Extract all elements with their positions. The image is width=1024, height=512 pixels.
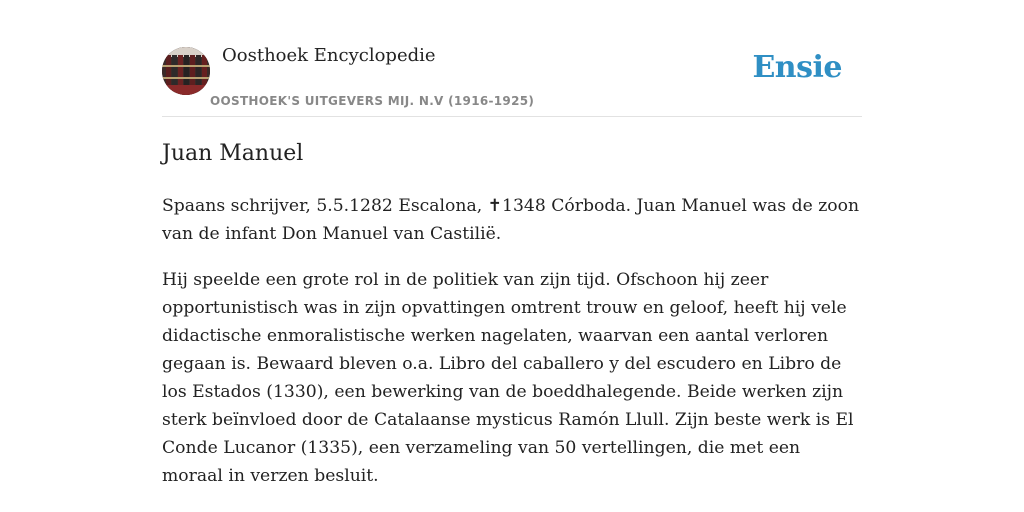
source-title[interactable]: Oosthoek Encyclopedie	[222, 45, 436, 66]
article-title: Juan Manuel	[162, 141, 304, 166]
source-subtitle: OOSTHOEK'S UITGEVERS MIJ. N.V (1916-1925)	[210, 94, 535, 108]
source-header	[162, 0, 862, 117]
article-paragraph: Spaans schrijver, 5.5.1282 Escalona, ✝1348 Córboda. Juan Manuel was de zoon van de infant Don Manuel van Castilië.	[162, 196, 860, 244]
ensie-logo-link[interactable]: Ensie	[752, 50, 842, 85]
encyclopedia-books-icon[interactable]	[162, 47, 210, 95]
article	[162, 138, 862, 508]
article-paragraph: Hij speelde een grote rol in de politiek van zijn tijd. Ofschoon hij zeer opportunistisch was in zijn opvattingen omtrent trouw en geloof, heeft hij vele didactische enmoralistische werken nagelaten, waarvan een aantal verloren gegaan is. Bewaard bleven o.a. Libro del caballero y del escudero en Libro de los Estados (1330), een bewerking van de boeddhalegende. Beide werken zijn sterk beïnvloed door de Catalaanse mysticus Ramón Llull. Zijn beste werk is El Conde Lucanor (1335), een verzameling van 50 vertellingen, die met een moraal in verzen besluit.	[162, 270, 854, 486]
